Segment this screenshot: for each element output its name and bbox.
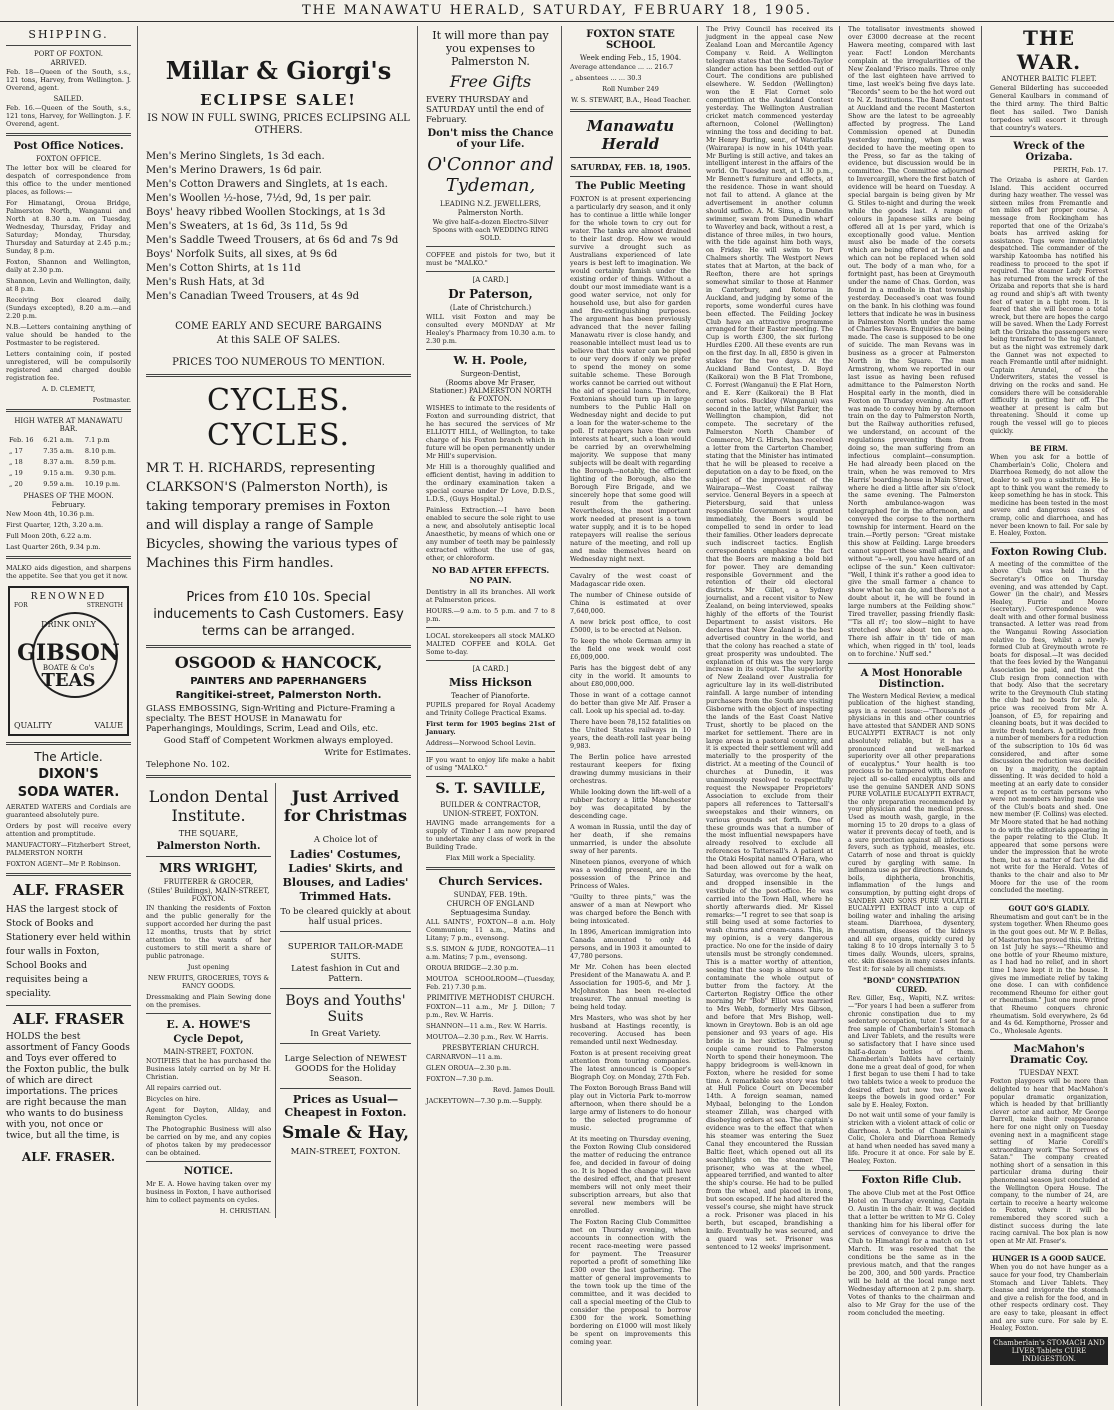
fraser-title-2: ALF. FRASER [12, 1010, 125, 1028]
dental-addr: THE SQUARE, [178, 829, 239, 838]
article-manufactory: MANUFACTORY—Fitzherbert Street, PALMERSTON NORTH [6, 841, 131, 857]
post-office: FOXTON OFFICE. [35, 155, 102, 163]
macmahon-title: MacMahon's Dramatic Coy. [1009, 1044, 1089, 1067]
school-avg: Average attendance ... ... 216.7 [570, 63, 674, 71]
article-brand-1: DIXON'S [38, 767, 99, 782]
oconnor-palm: Palmerston North. [457, 209, 524, 217]
logo-top: RENOWNED [30, 592, 107, 602]
list-item: Boys' heavy ribbed Woollen Stockings, at 1s 3d [146, 207, 386, 218]
fraser-body-2: HOLDS the best assortment of Fancy Goods and Toys ever offered to the Foxton public, the bulk of which are direct importations. The prices are right because the man who wants to do business with you, not once or twice, but all the time, is [6, 1032, 130, 1141]
list-item: Men's Merino Singlets, 1s 3d each. [146, 151, 325, 162]
arrived-variety: In Great Variety. [310, 1029, 381, 1039]
millar-sale: ECLIPSE SALE! [200, 91, 357, 109]
notice-sign: H. CHRISTIAN. [219, 1207, 271, 1215]
gifts-title: Free Gifts [449, 72, 532, 91]
hickson-title: Miss Hickson [449, 676, 532, 689]
enjoy-notice: IF you want to enjoy life make a habit of using "MALKO." [426, 756, 555, 772]
arrived-firm: Smale & Hay, [282, 1123, 409, 1143]
arrived-firm-addr: MAIN-STREET, FOXTON. [290, 1147, 401, 1157]
arrived-cleared: To be cleared quickly at about half usual prices. [280, 907, 411, 927]
notice-title: NOTICE. [183, 1166, 234, 1177]
wreck-dateline: PERTH, Feb. 17. [1053, 166, 1108, 174]
arrived-label: ARRIVED. [50, 59, 87, 67]
macmahon-tuesday: TUESDAY NEXT. [1019, 1069, 1079, 1078]
article-brand-2: SODA WATER. [17, 785, 120, 800]
news-body: The Privy Council has received its judgment in the appeal case New Zealand Loan and Mercantile Agency Company v. Reid. A Wellington telegram states that the Seddon-Taylor slander action has been settled out of Court. The conditions are published elsewhere. W. Seddon (Wellington) won the E Flat Cornet solo competition at the Auckland Contest yesterday. The Wellington Australian cricket match commenced yesterday afternoon, Colonel (Wellington) winning the toss and deciding to bat. Mr Henry Burling, senr., of Waterfalls (Wairarapa) is now in his 104th year. Mr Burling is still active, and takes an intelligent interest in the affairs of the world. On Tuesday next, at 1.30 p.m., Mr Bennett's furniture and effects, at the residence. Those in want should not fail to attend. A glance at the advertisement in another column should suffice. A. M. Sims, a Dunedin swimmer, swam from Dunedin wharf to Waverley and back, without a rest, a distance of three miles, in two hours, with the tide against him both ways, on Friday. He will swim to Port Chalmers shortly. The Westport News states that at Marton, at the back of Reefton, there are hot springs somewhat similar to those at Hanmer in Canterbury, and Rotorua in Auckland, and judging by some of the reports, some wonderful cures have been effected. The Feilding Jockey Club have an attractive programme arranged for their Easter meeting. The Cup is worth £300, the six furlong Hurdles £200. All these events are run on the first day. In all, £850 is given in stakes for the two days. At the Auckland Band Contest, D. Boyd (Kaikorai) won the B Flat Trombone, C. Forrest (Wanganui) the E Flat Horn, and E. Kerr (Kaikorai) the B Flat cornet solos. Buckley (Wanganui) was second in the latter, whilst Parker, the Wellington champion, did not compete. The secretary of the Palmerston North Chamber of Commerce, Mr G. Hirsch, has received a letter from the Carterton Chamber, stating that the Minister has intimated that he will be pleased to receive a deputation on a day to be fixed, on the subject of the improvement of the Wairarapa—West Coast railway service. General Beyers in a speech at Pietersburg, said that unless responsible Government is granted immediately, the Boers would be compelled to send in order to lead their families. Other leaders deprecate such indiscreet tactics. English correspondents emphasize the fact that the Boers are making a bold bid for power. They are demanding responsible Government and the retention of their old electoral districts. Mr Gillet, a Sydney journalist, and a recent visitor to New Zealand, on being interviewed, speaks highly of the efforts of the Tourist Department to assist visitors. He declares that New Zealand is the best advertised country in the world, and that the colony has reached a state of great prosperity was undoubted. The explanation of this was the very large increase in its output. The superiority of New Zealand over Australia for agriculture lay in its well-distributed rainfall. A large number of intending purchasers from the South are visiting Gisborne with the object of inspecting the lands of the East Coast Native Trust, shortly to be placed on the market for settlement. There are in large areas in a pastoral country, and it is expected their settlement will add materially to the prosperity of the district. At a meeting of the Council of churches at Dunedin, it was unanimously resolved to respectfully request the Newspaper Proprietors' Association to exclude from their papers all references to Tattersall's sweepstakes and their winners, on various grounds set forth. One of these grounds was that a number of the most influential newspapers have already resolved to exclude all references to Tattersall's. A patient at the Otaki Hospital named O'Hara, who had been allowed out for a walk on Saturday, was overcome by the heat, and dropped insensible in the vestibule of the post-office. He was carried into the Town Hall, where he shortly afterwards died. Mr Kissel remarks:—"I regret to see that soap is still being used at some factories to wash churns and cream-cans. This, in my opinion, is a very dangerous practice. No one for the inside of dairy utensils must be strongly condemned. This is a matter worthy of attention, seeing that the soap is almost sure to contaminate the whole output of butter from the factory. At the Carterton Registry Office the other morning Mr "Bob" Elliot was married to Mrs Webb, formerly Mrs Gibson, and before that Mrs Bishop, well-known in Greytown. Bob is an old age pensioner and 93 years of age. His bride is in her sixties. The young couple came round to Palmerston North to spend their honeymoon. The happy bridegroom is well-known in Foxton, where he resided for some time. A remarkable sea story was told at Hull Police Court on December 14th. A foreign seaman, named Mybaal, belonging to the London steamer Zillah, was charged with disobeying orders at sea. The captain's evidence was to the effect that when his steamer was entering the Suez Canal they encountered the Russian Baltic fleet, which opened out all its searchlights on the steamer. The prisoner, who was at the wheel, appeared terrified, and wanted to alter the ship's course. He had to be pulled from the wheel, and placed in irons, but soon escaped. If he had altered the vessel's course, she might have struck a rock. Prisoner was placed in his berth, but escaped, brandishing a knife. Eventually he was secured, and a guard was set. Prisoner was sentenced to 12 weeks' imprisonment. [706, 26, 833, 1251]
paterson-body: WILL visit Foxton and may be consulted every MONDAY at Mr Healey's Pharmacy from 10.30 a.m. to 2.30 p.m. [426, 313, 555, 345]
howe-sub: Cycle Depot, [173, 1034, 244, 1045]
post-body-5: Receiving Box cleared daily, (Sundays excepted), 8.20 a.m.—and 2.20 p.m. [6, 296, 131, 320]
wright-sub: FRUITERER & GROCER, [163, 878, 254, 886]
table-row: Feb. 16 6.21 a.m. 7.1 p.m [9, 436, 110, 444]
column-4 [564, 26, 698, 1406]
news-item: Foxton is at present receiving great attention from touring companies. The latest announced is Cooper's Biograph Coy. on Monday, 27th Feb. [570, 1049, 691, 1081]
masthead: THE MANAWATU HERALD, SATURDAY, FEBRUARY 18, 1905. [0, 0, 1114, 22]
wright-title: MRS WRIGHT, [159, 861, 258, 875]
meeting-body: FOXTON is at present experiencing a particularly dry season, and it only has to continue a little while longer for the whole town to cry out for water. The tanks are almost drained to their last drop. How we would survive a drought such as Australians experienced of late years is best left to imagination. We would certainly famish under the existing order of things. Without a doubt our most immediate want is a good water service, not only for household use, but also for garden and fire-extinguishing purposes. The argument has been previously advanced that the never failing Manawatu river is close handy, and reasonable intellect must lead us to believe that this water can be piped to our very doors if only we prefer to spend the money on some suitable scheme. These Borough works cannot be carried out without the aid of special loans. Therefore, Foxtonians should turn up in large numbers to the Public Hall on Wednesday night and decide to put a loan for the water-scheme to the poll. If ratepayers have their own interests at heart, such a loan would be carried by an overwhelming majority. We suppose that many subjects will be dealt with regarding the Borough—notably, the efficient lighting of the Borough, also the Borough Fire Brigade, and we sincerely hope that some good will result from the gathering. Nevertheless, the most important work needed at present is a town water supply, and it is to be hoped ratepayers will realise the serious nature of the meeting, and roll up and make themselves heard on Wednesday night next. [570, 195, 692, 563]
post-body-7: Letters containing coin, if posted unregistered, will be compulsorily registered and charged double registration fee. [6, 350, 131, 382]
sailed-label: SAILED. [53, 95, 84, 103]
howe-hire: Bicycles on hire. [146, 1095, 201, 1103]
moon-row: Last Quarter 26th, 9.34 p.m. [6, 543, 101, 551]
list-item: Men's Saddle Tweed Trousers, at 6s 6d and 7s 9d [146, 235, 399, 246]
hickson-sub: Teacher of Pianoforte. [451, 692, 530, 700]
oconnor-give: We give half-a-dozen Electro-Silver Spoons with each WEDDING RING SOLD. [432, 218, 549, 242]
column-1 [0, 26, 138, 1406]
macmahon-body: Foxton playgoers will be more than delighted to hear that MacMahon's popular dramatic organization, which is headed by that brilliantly clever actor and author, Mr George Darrell, make their reappearance here for one night only on Tuesday evening next in a magnificent stage setting of Marie Corelli's extraordinary work "The Sorrows of Satan." The company created nothing short of a sensation in this particular drama during their phenomenal season just concluded at the Wellington Opera House. The company, to the number of 24, are certain to receive a hearty welcome to Foxton, where it will be remembered they scored such a distinct success during the late racing carnival. The box plan is now open at Mr Alf. Fraser's. [990, 1078, 1108, 1245]
hunger-title: HUNGER IS A GOOD SAUCE. [992, 1254, 1106, 1264]
news-item: While looking down the lift-well of a rubber factory a little Manchester boy was decapitated by the descending cage. [570, 788, 691, 820]
arrived-choice: A Choice lot of [313, 835, 378, 845]
list-item: S.S. SIMON & JUDE, RONGOTEA—11 a.m. Matins; 7 p.m., evensong. [426, 945, 555, 961]
paper-date: SATURDAY, FEB. 18, 1905. [570, 162, 691, 172]
osgood-write: Write for Estimates. [324, 748, 411, 758]
school-roll: Roll Number 249 [602, 85, 659, 93]
howe-title: E. A. HOWE'S [166, 1018, 251, 1031]
church-title: Church Services. [438, 875, 543, 888]
list-item: OROUA BRIDGE—2.30 p.m. [426, 964, 519, 972]
news-item: There have been 78,152 fatalities on the United States railways in 10 years, the death-roll last year being 9,983. [570, 718, 691, 750]
oconnor-jewellers: LEADING N.Z. JEWELLERS, [440, 200, 541, 208]
church-sept: Septuagesima Sunday. [450, 909, 531, 917]
cycles-prices: Prices from £10 10s. Special inducements to Cash Customers. Easy terms can be arranged. [153, 590, 404, 639]
list-item: Men's Rush Hats, at 3d [146, 277, 265, 288]
article-body-2: Orders by post will receive every attention and promptitude. [6, 822, 131, 838]
millar-swing: IS NOW IN FULL SWING, PRICES ECLIPSING ALL OTHERS. [147, 113, 410, 136]
list-item: MOUTOA SCHOOLROOM—(Tuesday, Feb. 21) 7.30 p.m. [426, 975, 555, 991]
gout-body: Rheumatism and gout can't be in the system together. When Rheumo goes in the gout goes out. Mr W. P. Bellas, of Masterton has proved this. Writing on 1st July he says:—"Rheumo and one bottle of your Rheumo mixture, as I had had no relief, and in short time I have kept it in the house. It gives me immediate relief by taking one dose. I can with confidence recommend Rheumo for either gout or rheumatism." Just one more proof that Rheumo conquers chronic rheumatism. Sold everywhere, 2s 6d and 4s 6d. Kempthorne, Prosser and Co., Wholesale Agents. [990, 913, 1108, 1035]
article-agent: FOXTON AGENT—Mr P. Robinson. [6, 860, 121, 868]
local-notice: LOCAL storekeepers all stock MALKO MALTED COFFEE and KOLA. Get Some to-day. [426, 632, 555, 656]
saville-body: HAVING made arrangements for a supply of Timber I am now prepared to undertake any class of work in the Building Trade. [426, 819, 555, 851]
osgood-good: Good Staff of Competent Workmen always employed. [163, 736, 394, 746]
post-body-3: Foxton, Shannon and Wellington, daily at 2.30 p.m. [6, 258, 131, 274]
poole-body: WISHES to intimate to the residents of Foxton and surrounding district, that he has secured the services of Mr ELLIOTT HILL, of Wellington, to take charge of his Foxton branch which in future will be open permanently under Mr Hill's supervision. [426, 404, 555, 460]
poole-dentistry: Dentistry in all its branches. All work at Palmerston prices. [426, 588, 555, 604]
news-item: Paris has the biggest debt of any city in the world. It amounts to about £80,000,000. [570, 664, 691, 688]
moon-title: PHASES OF THE MOON. [23, 492, 114, 500]
news-item: "Guilty to three pints," was the answer of a man at Newport who was charged before the Bench with being intoxicated. [570, 893, 691, 925]
gifts-miss: Don't miss the Chance of your Life. [427, 128, 554, 150]
rowing-title: Foxton Rowing Club. [991, 546, 1107, 558]
logo-quality: QUALITY [14, 721, 52, 730]
oconnor-title: O'Connor and Tydeman, [427, 154, 554, 196]
wright-addr: (Stiles' Buildings), MAIN-STREET, FOXTON. [147, 887, 270, 903]
wright-body: IN thanking the residents of Foxton and the public generally for the support accorded her during the past 12 months, trusts that by strict attention to the wants of her customers to still merit a share of public patronage. [146, 904, 271, 960]
news-item: The number of Chinese outside of China is estimated at over 7,640,000. [570, 591, 691, 615]
saville-sub: BUILDER & CONTRACTOR, [440, 801, 541, 809]
more-notice: It will more than pay you expenses to Palmerston N. [432, 29, 549, 68]
moon-row: First Quarter, 12th, 3.20 a.m. [6, 521, 104, 529]
gout-title: GOUT GO'S GLADLY. [1008, 903, 1090, 913]
poole-nobad: NO BAD AFTER EFFECTS. NO PAIN. [431, 565, 550, 585]
howe-repairs: All repairs carried out. [146, 1084, 222, 1092]
osgood-sub: PAINTERS AND PAPERHANGERS [190, 676, 367, 687]
fraser-title-3: ALF. FRASER. [21, 1150, 116, 1164]
news-item: To keep the whole German army in the field one week would cost £6,009,000. [570, 637, 691, 661]
column-7 [984, 26, 1114, 1406]
dental-title: London Dental Institute. [148, 787, 269, 825]
news-item: The Berlin police have arrested restaurant keepers for fixing drawing dummy musicians in their orchestras. [570, 753, 691, 785]
card-label-2: [A CARD.] [472, 665, 509, 673]
logo-drink: DRINK ONLY [41, 620, 96, 629]
list-item: Men's Cotton Shirts, at 1s 11d [146, 263, 301, 274]
howe-photo: The Photographic Business will also be carried on by me, and any copies of photos taken by my predecessor can be obtained. [146, 1125, 271, 1157]
post-body-1: The letter box will be cleared for despatch of correspondence from this office to the under mentioned places, as follows:— [6, 164, 131, 196]
list-item: Men's Cotton Drawers and Singlets, at 1s each. [146, 179, 388, 190]
news-item: Mrs Masters, who was shot by her husband at Hastings recently, is recovering. Accused has been remanded until next Wednesday. [570, 1014, 691, 1046]
hickson-address: Address—Norwood School Levin. [426, 739, 536, 747]
moon-month: February. [51, 501, 86, 509]
poole-body-2: Mr Hill is a thoroughly qualified and efficient dentist, having in addition to the ordinary examination taken a special course under Dr Love, D.D.S., L.D.S., (Guys Hospital.) [426, 463, 555, 503]
rowing-body: A meeting of the committee of the above Club was held in the Secretary's Office on Thursday evening, and was attended by Capt. Gower (in the chair), and Messrs Healey, Furrie and Moore (secretary). Correspondence was dealt with and other formal business transacted. A letter was read from the Wanganui Rowing Association relative to fees, whilst a newly-formed Club at Greymouth wrote re boats for disposal.—It was decided that the fees levied by the Wanganui Association be paid, and that the Club resign from connection with that body. Also that the secretary write to the Greymouth Club stating the club had no boats for sale. A price was received from Mr A. Joanson, of £5, for repairing and cleaning boats, but it was decided to invite fresh tenders. A petition from a number of members for a reduction of the subscription to 10s 6d was considered, and after some discussion the reduction was decided on by a majority, the captain dissenting. It was decided to hold a meeting at an early date to consider a report as to certain persons who were not members having made use of the Club's boats and shed. One new member (F. Collins) was elected. Mr Moore stated that he had nothing to do with the editorials appearing in the paper relating to the Club. It appeared that some persons were under the impression that he wrote them, but as a matter of fact he did not write for the Herald. Votes of thanks to the chair and also to Mr Moore for the use of the room concluded the meeting. [990, 560, 1108, 895]
logo-name: GIBSON [17, 640, 120, 666]
hunger-body: When you do not have hunger as a sauce for your food, try Chamberlain Stomach and Liver Tablets. They cleanse and invigorate the stomach and give a relish for the food, and in other respects ordinary cost. They are easy to take, pleasant in effect and are sure cure. For sale by E. Healey, Foxton. [990, 1264, 1108, 1333]
list-item: FOXTON—7.30 p.m. [426, 1075, 494, 1083]
list-item: Men's Merino Drawers, 1s 6d pair. [146, 165, 322, 176]
saville-addr: UNION-STREET, FOXTON. [442, 810, 539, 818]
news-item: At its meeting on Thursday evening, the Foxton Rowing Club considered the matter of reducing the entrance fee, and decided in favour of doing so. It is hoped the change will have the desired effect, and that present members will not only meet their subscription arrears, but also that several new members will be enrolled. [570, 1135, 691, 1215]
osgood-body: GLASS EMBOSSING, Sign-Writing and Picture-Framing a specialty. The BEST HOUSE in Manawatu for Paperhangings, Mouldings, Scrim, Lead and Oils, etc. [146, 704, 396, 734]
meeting-title: The Public Meeting [575, 181, 686, 192]
bond-title: "BOND" CONSTIPATION CURED. [863, 976, 960, 995]
firm-body: When you ask for a bottle of Chamberlain's Colic, Cholera and Diarrhoea Remedy, do not allow the dealer to sell you a substitute. He is apt to think you want the remedy to keep something he has in stock. This medicine has been tested in the most severe and dangerous cases of cramp, colic and diarrhoea, and has never been known to fail. For sale by E. Healey, Foxton. [990, 454, 1108, 538]
howe-agent: Agent for Dayton, Allday, and Remington Cycles. [146, 1106, 271, 1122]
article-body: AERATED WATERS and Cordials are guaranteed absolutely pure. [6, 803, 131, 819]
post-body-2: For Himatangi, Oroua Bridge, Palmerston North, Wanganui and North at 8.30 a.m. on Tuesday, Wednesday, Thursday, Friday and Saturday; Monday, Thursday, Thursday and Saturday at 2.45 p.m.; Sunday, 8 p.m. [6, 199, 131, 255]
coffee-notice: COFFEE and pistols for two, but it must be "MALKO." [426, 251, 555, 267]
table-row: „ 19 9.15 a.m. 9.30 p.m. [9, 469, 116, 477]
list-item: Revd. James Doull. [492, 1086, 555, 1094]
list-item: Men's Sweaters, at 1s 6d, 3s 11d, 5s 9d [146, 221, 348, 232]
presby-title: PRESBYTERIAN CHURCH. [441, 1044, 540, 1052]
osgood-title: OSGOOD & HANCOCK, [174, 653, 383, 672]
post-body-4: Shannon, Levin and Wellington, daily, at 8 p.m. [6, 277, 131, 293]
arrived-boys: Boys and Youths' Suits [285, 993, 406, 1025]
column-6 [842, 26, 982, 1406]
fraser-title-1: ALF. FRASER [12, 881, 125, 899]
card-label-1: [A CARD.] [472, 276, 509, 284]
list-item: CARNARVON—11 a.m. [426, 1053, 503, 1061]
table-row: „ 17 7.35 a.m. 8.10 p.m. [9, 447, 116, 455]
honor-body: The Western Medical Review, a medical publication of the highest standing, says in a recent issue:—"Thousands of physicians in this and other countries have attested that SANDER AND SONS EUCALYPTI EXTRACT is not only absolutely reliable, but it has a pronounced and well-marked superiority over all other preparations of eucalyptus." Your health is too precious to be tampered with, therefore reject all so-called eucalyptus oils and use the genuine SANDER AND SONS PURE VOLATILE EUCALYPTI EXTRACT, the only preparation recommended by your physician and the medical press. Used as mouth wash, gargle, in the morning 15 to 20 drops to a glass of water it prevents decay of teeth, and is a sure protection against all infectious fevers, such as typhoid, measles, etc. Catarrh of nose and throat is quickly cured by gargling with same. In influenza use as per directions. Wounds, boils, diphtheria, bronchitis, inflammation of the lungs and consumption, by putting eight drops of SANDER AND SONS PURE VOLATILE EUCALYPTI EXTRACT into a cup of boiling water and inhaling the arising steam. Diarrhoea, dysentery, rheumatism, diseases of the kidneys and all eye organs, quickly cured by taking 8 to 10 drops internally 3 to 5 times daily. Wounds, ulcers, sprains, etc. skin diseases in many cases infants. Test it: for sale by all chemists. [848, 692, 975, 973]
gifts-every: EVERY THURSDAY and SATURDAY until the end of February. [426, 95, 544, 125]
fraser-body-1: HAS the largest stock of Stock of Books and Stationery ever held within four walls in Foxton, School Books and requisites being a speciality. [6, 905, 131, 999]
logo-strength: STRENGTH [86, 602, 123, 609]
column-3 [420, 26, 562, 1406]
cycles-title: CYCLES. CYCLES. [206, 383, 351, 453]
poole-addr: (Rooms above Mr Fraser, Stationer.) PALMERSTON NORTH & FOXTON. [429, 379, 552, 403]
column-5 [700, 26, 840, 1406]
wreck-body: The Orizaba is ashore at Garden Island. This accident occurred during hazy weather. The vessel was sixteen miles from Fremantle and ten miles off her proper course. A message from Rockingham has reported that one of the Orizaba's boats has arrived asking for assistance. Tugs were immediately despatched. The commander of the warship Katoomba has notified his readiness to proceed to the spot if required. The steamer Lady Forrest has returned from the wreck of the Orizaba and reports that she is hard ag round and ship's aft with twenty feet of water in a tight room. It is feared that she will become a total wreck, but there are hopes the cargo will be saved. When the Lady Forrest left the Orizaba the passengers were being transferred to the tug Gannet, but as the night was extremely dark the Gannet was not expected to reach Fremantle until after midnight. Captain Arundel, of the Underwriters, states the vessel is driving on the rocks and sand. He considers there will be considerable difficulty in getting her off. The weather at present is calm but threatening. Should it come up rough the vessel will go to pieces quickly. [990, 177, 1108, 435]
moon-row: Full Moon 20th, 6.22 a.m. [6, 532, 92, 540]
honor-title: A Most Honorable Distinction. [860, 667, 963, 690]
bond-body: Rev. Giller, Esq., Wapiti, N.Z. writes:—"For years I had been a sufferer from chronic constipation due to my sedentary occupation, tutor. I sent for a free sample of Chamberlain's Stomach and Liver Tablets, and the results were so satisfactory that I have since used half-a-dozen bottles of them. Chamberlain's Tablets have certainly done me a great deal of good, for when I first began to use them I had to take two tablets twice a week to produce the desired effect but now two a week keeps the bowels in good order." For sale by E. Healey, Foxton. [848, 995, 975, 1109]
rifle-title: Foxton Rifle Club. [861, 1174, 962, 1186]
list-item: GLEN OROUA—2.30 p.m. [426, 1064, 512, 1072]
post-sign-role: Postmaster. [92, 396, 131, 404]
moon-row: New Moon 4th, 10.36 p.m. [6, 510, 95, 518]
wright-goods: NEW FRUITS, GROCERIES, TOYS & FANCY GOODS. [147, 974, 270, 990]
shipping-port: PORT OF FOXTON. [33, 50, 104, 58]
wright-opening: Just opening [187, 963, 230, 971]
sailed-text: Feb. 16.—Queen of the South, s.s., 121 tons, Harvey, for Wellington. J. F. Overend, agent. [6, 104, 131, 128]
arrived-prices: Prices as Usual—Cheapest in Foxton. [284, 1093, 407, 1119]
list-item: SHANNON—11 a.m., Rev. W. Harris. [426, 1022, 548, 1030]
notice-body: Mr E. A. Howe having taken over my business in Foxton, I have authorised him to collect payments on cycles. [146, 1180, 271, 1204]
list-item: Men's Woollen ½-hose, 7½d, 9d, 1s per pair. [146, 193, 372, 204]
tides-title: HIGH WATER AT MANAWATU BAR. [14, 417, 123, 433]
logo-sub: BOATE & Co's [42, 664, 95, 672]
malko-notice: MALKO aids digestion, and sharpens the appetite. See that you get it now. [6, 564, 131, 580]
arrived-large: Large Selection of NEWEST GOODS for the Holiday Season. [284, 1054, 407, 1084]
hickson-body: PUPILS prepared for Royal Academy and Trinity College Practical Exams. [426, 701, 555, 717]
table-row: „ 18 8.37 a.m. 8.59 p.m. [9, 458, 116, 466]
poole-painless: Painless Extraction.—I have been enabled to secure the sole right to use a new, and absolutely antiseptic local Anaesthetic, by means of which one or any number of teeth may be painlessly extracted without the use of gas, ether, or chloroform. [426, 506, 555, 562]
news-item: In 1896, American immigration into Canada amounted to only 44 persons, and in 1903 it amounted to 47,780 persons. [570, 928, 691, 960]
news-item: Mr Mr. Cohen has been elected President of the Manawatu A. and P. Association for 1905-6, and Mr J. McJohnston has been re-elected treasurer. The annual meeting is being held today. [570, 963, 691, 1011]
school-absent: „ absentees ... ... 30.3 [570, 74, 642, 82]
logo-teas: TEAS [41, 670, 96, 691]
dental-town: Palmerston North. [156, 841, 261, 852]
war-title: THE WAR. [1016, 26, 1082, 74]
news-item: The Foxton Borough Brass Band will play out in Victoria Park to-morrow afternoon, when there should be a large army of listeners to do honour to the selected programme of music. [570, 1084, 691, 1132]
news-item: Those in want of a cottage cannot do better than give Mr Alf. Fraser a call. Look up his special ad. to-day. [570, 691, 691, 715]
saville-flax: Flax Mill work a Speciality. [445, 854, 536, 862]
paterson-sub: (Late of Christchurch.) [449, 304, 532, 312]
arrived-tailor: SUPERIOR TAILOR-MADE SUITS. [287, 942, 404, 962]
church-sunday: SUNDAY, FEB. 19th. [453, 891, 528, 899]
wright-dress: Dressmaking and Plain Sewing done on the premises. [146, 993, 271, 1009]
war-body: General Bilderling has succeeded General Kaulbars in command of the third army. The third Baltic fleet has sailed. Two Danish torpedoes will escort it through that country's waters. [990, 84, 1108, 132]
news-item: The Foxton Racing Club Committee met on Thursday evening, when accounts in connection with the recent race-meeting were passed for payment. The Treasurer reported a profit of something like £300 over the last gathering. The matter of general improvements to the town took up the time of the committee, and it was decided to call a special meeting of the Club to consider the proposal to borrow £300 for the work. Something bordering on £1000 will most likely be spent on improvements this coming year. [570, 1218, 691, 1346]
news-item: A woman in Russia, until the day of her death, if she remains unmarried, is under the absolute sway of her parents. [570, 823, 691, 855]
arrived-title: Just Arrived for Christmas [283, 787, 408, 825]
poole-sub: Surgeon-Dentist, [460, 370, 521, 378]
news-item: Cavalry of the west coast of Madagascar ride oxen. [570, 572, 691, 588]
arrived-goods: Ladies' Costumes, Ladies' Skirts, and Blouses, and Ladies' Trimmed Hats. [282, 848, 409, 903]
millar-come: COME EARLY AND SECURE BARGAINS [175, 321, 382, 332]
millar-title: Millar & Giorgi's [165, 56, 392, 85]
school-week: Week ending Feb., 15, 1904. [579, 54, 682, 62]
church-england: CHURCH OF ENGLAND [446, 900, 535, 908]
post-sign-name: A. D. CLEMETT, [41, 385, 96, 393]
news-item: Nineteen pianos, everyone of which was a wedding present, are in the possession of the Prince and Princess of Wales. [570, 858, 691, 890]
school-teacher: W. S. STEWART, B.A., Head Teacher. [571, 96, 691, 104]
cycles-body: MR T. H. RICHARDS, representing CLARKSON'S (Palmerston North), is taking temporary premises in Foxton and will display a range of Sample Bicycles, showing the various types of Machines this Firm handles. [146, 461, 398, 571]
firm-title: BE FIRM. [1030, 444, 1068, 454]
list-item: JACKEYTOWN—7.30 p.m.—Supply. [426, 1097, 543, 1105]
logo-for: FOR [14, 602, 28, 609]
chamberlain-banner: Chamberlain's STOMACH AND LIVER Tablets CURE INDIGESTION. [990, 1337, 1108, 1365]
arrived-fashion: Latest fashion in Cut and Pattern. [291, 964, 400, 984]
list-item: MOUTOA—2.30 p.m., Rev. W. Harris. [426, 1033, 549, 1041]
list-item: Men's Canadian Tweed Trousers, at 4s 9d [146, 291, 359, 302]
column-2 [140, 26, 418, 1406]
list-item: Boys' Norfolk Suits, all sixes, at 9s 6d [146, 249, 338, 260]
paper-title: Manawatu Herald [586, 117, 675, 153]
post-body-6: N.B.—Letters containing anything of value should be handed to the Postmaster to be registered. [6, 323, 131, 347]
poole-hours: HOURS.—9 a.m. to 5 p.m. and 7 to 8 p.m. [426, 607, 555, 623]
millar-items [146, 151, 411, 303]
not-wait-body: Do not wait until some of your family is stricken with a violent attack of colic or diarrhoea. A bottle of Chamberlain's Colic, Cholera and Diarrhoea Remedy at hand when needed has saved many a life. Procure it at once. For sale by E. Healey, Foxton. [848, 1112, 975, 1165]
list-item: ALL SAINTS', FOXTON—8 a.m. Holy Communion; 11 a.m., Matins and Litany; 7 p.m., evensong. [426, 918, 555, 942]
howe-addr: MAIN-STREET, FOXTON. [163, 1048, 254, 1056]
shipping-title: SHIPPING. [28, 28, 109, 41]
gibson-teas-logo [8, 586, 129, 736]
post-title: Post Office Notices. [13, 141, 124, 152]
poole-title: W. H. Poole, [453, 354, 528, 367]
logo-value: VALUE [94, 721, 123, 730]
osgood-addr: Rangitikei-street, Palmerston North. [175, 690, 382, 701]
millar-prices: PRICES TOO NUMEROUS TO MENTION. [172, 357, 385, 368]
howe-body: NOTIFIES that he has purchased the Business lately carried on by Mr H. Christian. [146, 1057, 271, 1081]
rifle-body: The above Club met at the Post Office Hotel on Thursday evening, Captain O. Austin in the chair. It was decided that a letter be written to Mr G. Coley thanking him for his liberal offer for services of conveyance to drive the Club to Himatangi for a match on 1st March. It was resolved that the conditions be the same as in the previous match, and that the ranges be 200, 300, and 500 yards. Practice will be held at the local range next Wednesday afternoon at 2 p.m. sharp. Votes of thanks to the chairman and also to Mr Gray for the use of the room concluded the meeting. [848, 1188, 975, 1317]
school-title: FOXTON STATE SCHOOL [586, 29, 675, 51]
millar-at: At this SALE OF SALES. [216, 335, 341, 346]
arrived-text: Feb. 18—Queen of the South, s.s., 121 tons, Harvey, from Wellington. J. Overend, agent. [6, 68, 131, 92]
methodist-title: PRIMITIVE METHODIST CHURCH. [426, 994, 555, 1002]
war-baltic: ANOTHER BALTIC FLEET. [1001, 75, 1097, 83]
list-item: FOXTON—11 a.m., Mr J. Dillon; 7 p.m., Rev. W. Harris. [426, 1003, 555, 1019]
saville-title: S. T. SAVILLE, [435, 781, 546, 797]
paterson-title: Dr Paterson, [448, 287, 533, 301]
article-title: The Article. [34, 750, 103, 764]
tides-table [6, 434, 131, 491]
hickson-term: First term for 1905 begins 21st of January. [426, 720, 555, 736]
news-body: The totalisator investments showed over £3000 decrease at the recent Hawera meeting, compared with last year. Fact! London Merchants complain at the irregularities of the New Zealand 'Frisco mails. Three only of the last eighteen have arrived to time, last week's being five days late. "Records" seem to be the hot word out to N. Z. Institutions. The Band Contest at Auckland and the recent Masterton Show are the latest to be agreeably affected by progress. The Land Commission opened at Dunedin yesterday morning, when it was decided to have the meeting open to the Press, so far as the taking of evidence, but discussion would be in committee. The Committee adjourned to Invercargill, where the first batch of evidence will be heard on Tuesday. A special bargain is being given by Mr G. Stiles to-night and during the week while the goods last. A range of colours in Japanese silks are being offered all at 1s per yard, which is exceptionally good value. Mention must also be made of the corsets which are being offered at 1s 6d and which can not be replaced when sold out. The body of a man who, for a fortnight past, has been at Greymouth under the name of Chas. Gordon, was found in a mudhole in that township yesterday. Deceased's coat was found on the bank. In his clothing was found letters that indicate he was in business in Palmerston North under the name of Charles Revans. Enquiries are being made. The case is supposed to be one of suicide. The man Revans was in business as a grocer at Palmerston North in the Square. The man Armstrong, whom we reported in our last issue as having been refused admittance to the Palmerston North Hospital early in the month, died in Foxton on Thursday evening. An effort was made to convey him by afternoon train on the day to Palmerston North, but the Railway authorities refused, we understand, on account of the regulations preventing them from doing so, the man suffering from an infectious complaint—consumption. He had already been placed on the train, when he was removed to Mrs Harris' boarding-house in Main Street, where he died a little after six o'clock the same evening. The Palmerston North ambulance-wagon was telegraphed for in the afternoon, and conveyed the corpse to the northern township for interment. Heard on the train.—Portly person: "Great mistake this show at Feilding. Large breeders cannot support these small affairs, and without "a—well, you have heard of an eclipse of the sun." Keen cultivator: "Well, I think it's rather a good idea to give the small farmer a chance to show what he can do, and there's not a doubt about it, he will be found in large numbers at the Feilding show." Tired traveller, passing friendly flask: "'Tis all ri'; too slow—night to have stretched show about ten on ago. There ish affair in th' tide of man which, when rigged in th' tool, leads on to forchine.' Nuff sed." [848, 26, 975, 658]
table-row: „ 20 9.59 a.m. 10.19 p.m. [9, 480, 121, 488]
news-item: A new brick post office, to cost £5000, is to be erected at Nelson. [570, 618, 691, 634]
osgood-tel: Telephone No. 102. [146, 760, 230, 770]
wreck-title: Wreck of the Orizaba. [1013, 141, 1085, 163]
